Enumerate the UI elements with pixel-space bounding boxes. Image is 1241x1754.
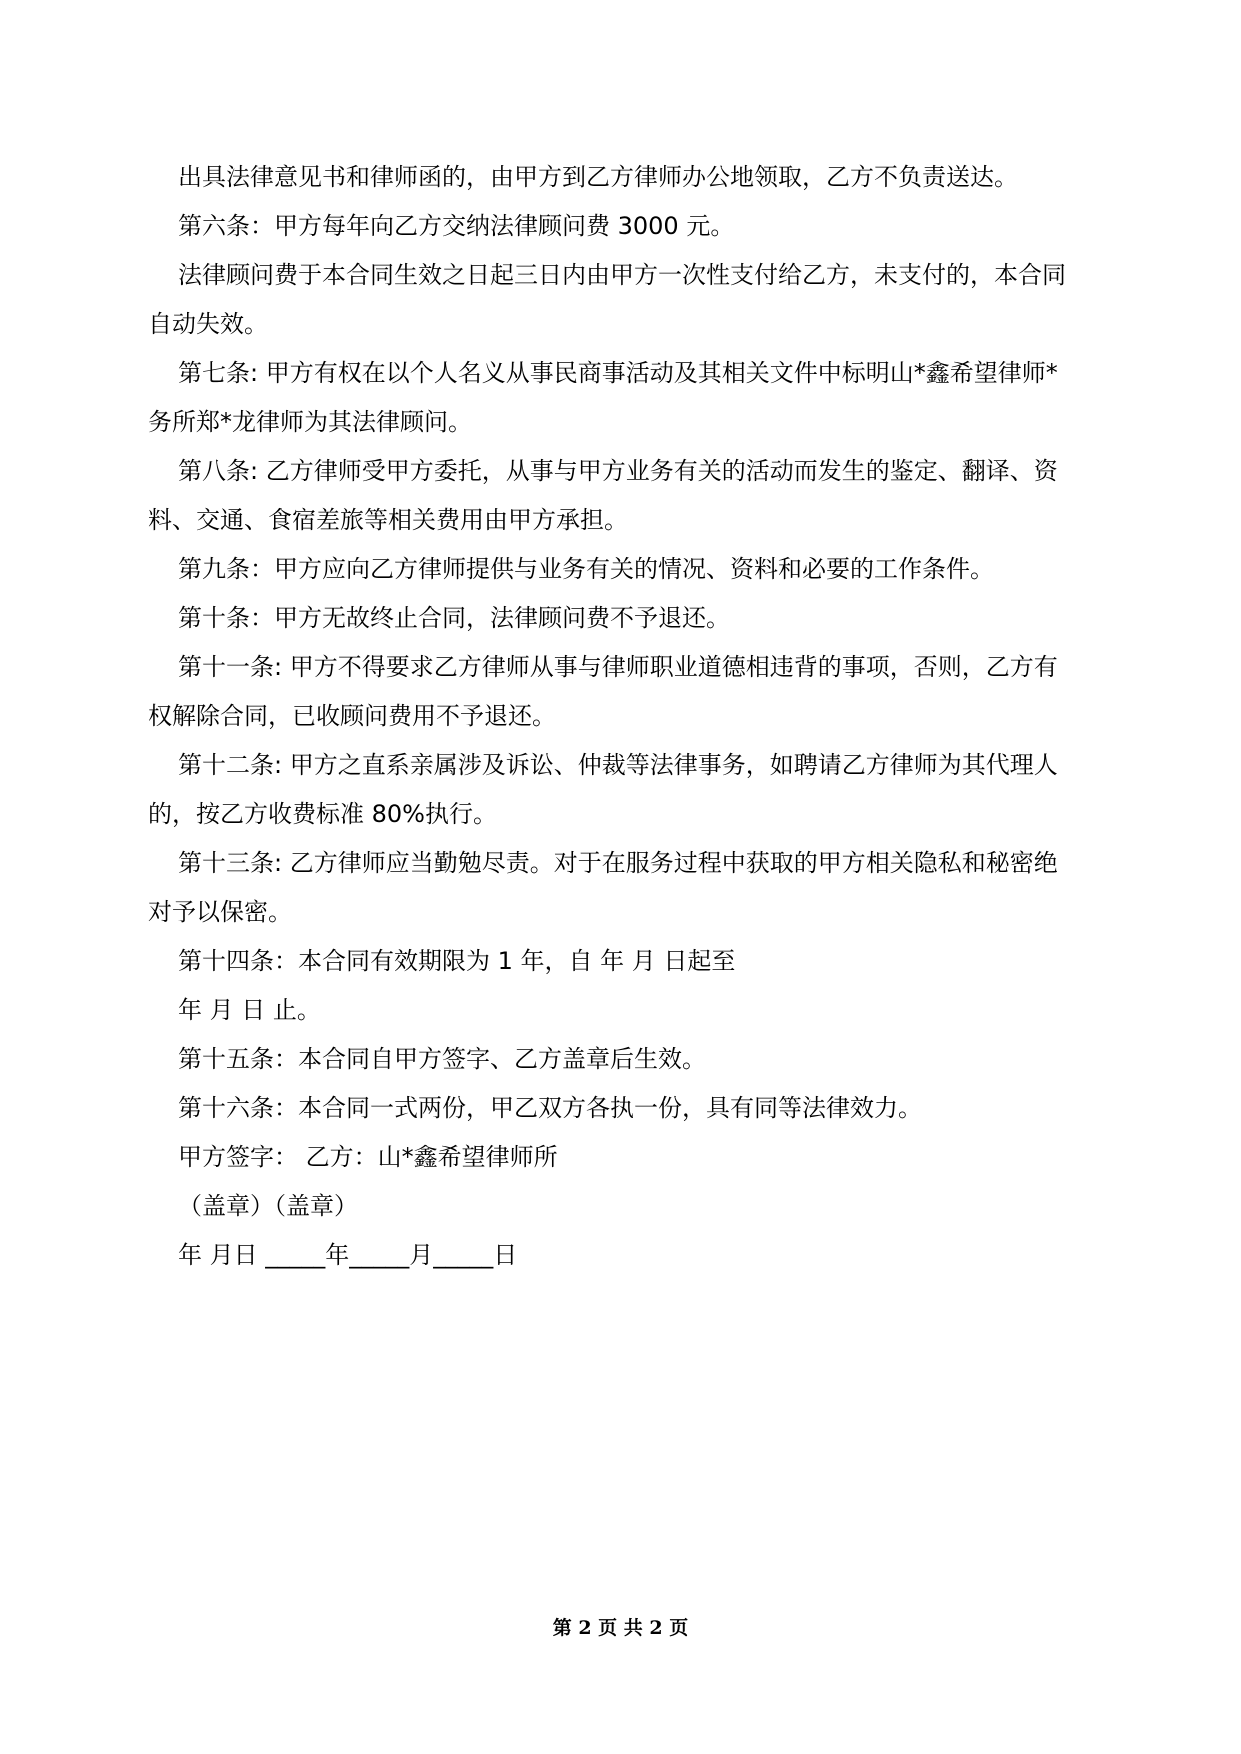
article-9: 第九条：甲方应向乙方律师提供与业务有关的情况、资料和必要的工作条件。 (178, 555, 994, 583)
article-13: 第十三条: 乙方律师应当勤勉尽责。对于在服务过程中获取的甲方相关隐私和秘密绝 (178, 849, 1058, 877)
page-footer: 第 2 页 共 2 页 (552, 1617, 689, 1639)
date-line: 年 月日 _____年_____月_____日 (178, 1241, 518, 1269)
article-12-cont: 的，按乙方收费标准 80%执行。 (148, 800, 497, 828)
article-8: 第八条: 乙方律师受甲方委托，从事与甲方业务有关的活动而发生的鉴定、翻译、资 (178, 457, 1058, 485)
article-7: 第七条: 甲方有权在以个人名义从事民商事活动及其相关文件中标明山*鑫希望律师* (178, 359, 1058, 387)
line-deliver-opinion: 出具法律意见书和律师函的，由甲方到乙方律师办公地领取，乙方不负责送达。 (178, 163, 1018, 191)
seal-line: （盖章）（盖章） (178, 1192, 358, 1220)
article-6-fee-terms: 法律顾问费于本合同生效之日起三日内由甲方一次性支付给乙方，未支付的，本合同 (178, 261, 1066, 289)
article-12: 第十二条: 甲方之直系亲属涉及诉讼、仲裁等法律事务，如聘请乙方律师为其代理人 (178, 751, 1058, 779)
article-8-cont: 料、交通、食宿差旅等相关费用由甲方承担。 (148, 506, 628, 534)
article-14: 第十四条：本合同有效期限为 1 年，自 年 月 日起至 (178, 947, 736, 975)
article-15: 第十五条：本合同自甲方签字、乙方盖章后生效。 (178, 1045, 706, 1073)
article-6: 第六条：甲方每年向乙方交纳法律顾问费 3000 元。 (178, 212, 735, 240)
article-14-cont: 年 月 日 止。 (178, 996, 321, 1024)
article-11: 第十一条: 甲方不得要求乙方律师从事与律师职业道德相违背的事项，否则，乙方有 (178, 653, 1058, 681)
article-7-cont: 务所郑*龙律师为其法律顾问。 (148, 408, 472, 436)
signature-parties: 甲方签字： 乙方：山*鑫希望律师所 (178, 1143, 558, 1171)
article-11-cont: 权解除合同，已收顾问费用不予退还。 (148, 702, 556, 730)
article-13-cont: 对予以保密。 (148, 898, 292, 926)
article-16: 第十六条：本合同一式两份，甲乙双方各执一份，具有同等法律效力。 (178, 1094, 922, 1122)
article-6-fee-terms-cont: 自动失效。 (148, 310, 268, 338)
article-10: 第十条：甲方无故终止合同，法律顾问费不予退还。 (178, 604, 730, 632)
document-body (148, 153, 1093, 1280)
